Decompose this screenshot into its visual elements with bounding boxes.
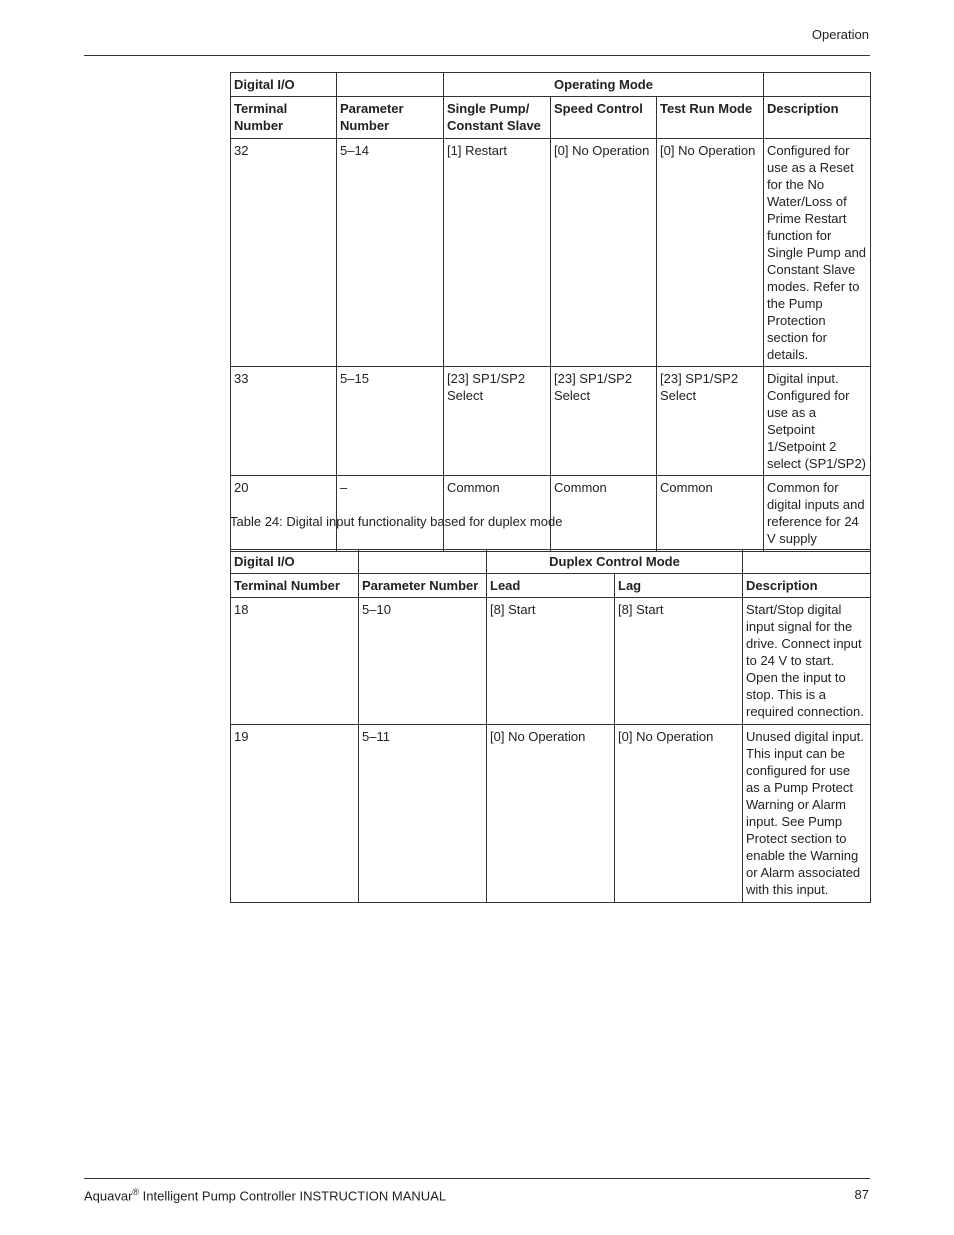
table-cell: 5–14 [337,139,444,367]
column-header: Parameter Number [337,97,444,139]
group-header-empty [743,550,871,574]
group-header-empty [337,73,444,97]
digital-io-duplex-mode-table [230,549,871,903]
table-cell: 33 [231,367,337,476]
column-header: Terminal Number [231,574,359,598]
table-group-header-row [231,550,871,574]
footer-manual-title [84,1187,446,1203]
registered-mark: ® [132,1187,140,1197]
table-group-header-row [231,73,871,97]
table-row [231,139,871,367]
group-header-duplex-control-mode: Duplex Control Mode [487,550,743,574]
table-cell: – [337,476,444,552]
table-cell: Start/Stop digital input signal for the drive. Connect input to 24 V to start. Open the input to stop. This is a required connection. [743,598,871,725]
column-header: Single Pump/ Constant Slave [444,97,551,139]
page-number: 87 [854,1187,869,1202]
table-cell: 19 [231,725,359,903]
column-header: Lag [615,574,743,598]
table-cell: [23] SP1/SP2 Select [657,367,764,476]
table-cell: 32 [231,139,337,367]
table-cell: 5–11 [359,725,487,903]
table-row [231,367,871,476]
group-header-empty [764,73,871,97]
column-header: Test Run Mode [657,97,764,139]
table-cell: [23] SP1/SP2 Select [551,367,657,476]
column-header: Speed Control [551,97,657,139]
table-cell: 5–10 [359,598,487,725]
group-header-digital-io: Digital I/O [231,550,359,574]
table-row [231,725,871,903]
table-cell: [23] SP1/SP2 Select [444,367,551,476]
table-column-header-row [231,97,871,139]
footer-rule [84,1178,870,1179]
table-cell: 20 [231,476,337,552]
digital-io-operating-mode-table [230,72,871,552]
table-cell: [0] No Operation [615,725,743,903]
table-cell: Digital input. Configured for use as a Setpoint 1/Setpoint 2 select (SP1/SP2) [764,367,871,476]
column-header: Description [764,97,871,139]
table-caption: Table 24: Digital input functionality based for duplex mode [230,514,563,529]
table-cell: [0] No Operation [487,725,615,903]
running-header: Operation [811,27,869,42]
column-header: Lead [487,574,615,598]
group-header-empty [359,550,487,574]
table-column-header-row [231,574,871,598]
table-cell: Common [657,476,764,552]
table-cell: [8] Start [615,598,743,725]
table-cell: Unused digital input. This input can be configured for use as a Pump Protect Warning or Alarm input. See Pump Protect section to enable the Warning or Alarm associated with this input. [743,725,871,903]
column-header: Parameter Number [359,574,487,598]
table-cell: Common [551,476,657,552]
column-header: Description [743,574,871,598]
table-cell: 5–15 [337,367,444,476]
manual-title: Intelligent Pump Controller INSTRUCTION MANUAL [139,1188,447,1204]
table-cell: 18 [231,598,359,725]
table-cell: [1] Restart [444,139,551,367]
table-cell: [0] No Operation [657,139,764,367]
table-cell: Common for digital inputs and reference for 24 V supply [764,476,871,552]
header-rule [84,55,870,56]
table-cell: Configured for use as a Reset for the No Water/Loss of Prime Restart function for Single Pump and Constant Slave modes. Refer to the Pump Protection section for details. [764,139,871,367]
group-header-operating-mode: Operating Mode [444,73,764,97]
table-cell: [0] No Operation [551,139,657,367]
group-header-digital-io: Digital I/O [231,73,337,97]
brand-name: Aquavar [84,1188,133,1204]
column-header: Terminal Number [231,97,337,139]
table-row [231,598,871,725]
table-cell: Common [444,476,551,552]
table-cell: [8] Start [487,598,615,725]
